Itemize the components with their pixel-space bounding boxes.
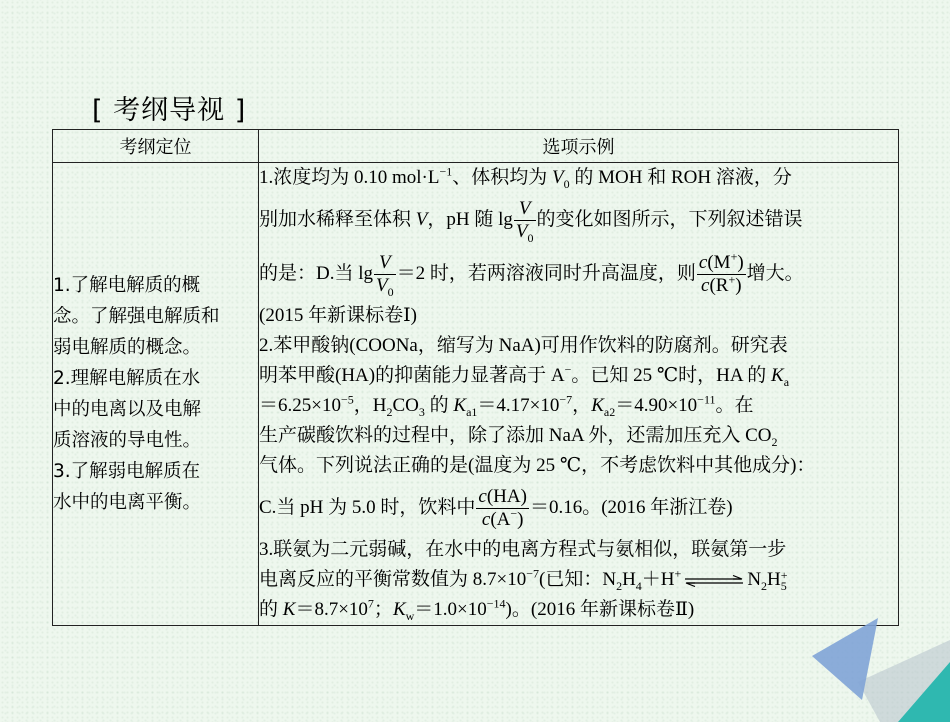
section-heading: [ 考纲导视 ]	[92, 95, 247, 126]
example-2-line-2: 明苯甲酸(HA)的抑菌能力显著高于 A−。已知 25 ℃时，HA 的 $K_a$	[259, 362, 790, 389]
col-header-syllabus: 考纲定位	[53, 130, 259, 163]
syllabus-line: 念。了解强电解质和	[53, 306, 220, 327]
syllabus-line: 3.了解弱电解质在	[53, 461, 201, 482]
syllabus-line: 弱电解质的概念。	[53, 337, 202, 358]
example-3-line-3: 的 $K=8.7\times 10^7$；$K_w=1.0\times 10^{-14}$)。(2016 年新课标卷Ⅱ)	[259, 596, 695, 623]
example-2-line-3: $=6.25\times 10^{-5}$，$H_2CO_3$ 的 $K_{a1}=4.17\times 10^{-7}$，$K_{a2}=4.90\times 10^{-11}$。在	[259, 392, 754, 419]
example-1-line-4: (2015 年新课标卷Ⅰ)	[259, 305, 417, 326]
example-3-line-2: 电离反应的平衡常数值为 $8.7\times 10^{-7}$(已知：$N_2H_4+H^+$ $N_2H$ + 5	[259, 566, 788, 593]
example-2-line-1: 2.苯甲酸钠(COONa，缩写为 NaA)可用作饮料的防腐剂。研究表	[259, 335, 788, 356]
syllabus-line: 中的电离以及电解	[53, 399, 202, 420]
syllabus-line: 水中的电离平衡。	[53, 492, 202, 513]
fraction-v-over-v0: $\frac{V}{V_0}$	[376, 252, 394, 299]
example-2-line-6: C.当 pH 为 5.0 时，饮料中 $\frac{c(HA)}{c(A^-)}$ ＝0.16。(2016 年浙江卷)	[259, 486, 733, 531]
fraction-cm-over-cr: $\frac{c(M^+)}{c(R^+)}$	[698, 249, 744, 297]
syllabus-line: 1.了解电解质的概	[53, 275, 201, 296]
fraction-cha-over-ca: $\frac{c(HA)}{c(A^-)}$	[478, 486, 527, 531]
example-2-line-5: 气体。下列说法正确的是(温度为 25 ℃，不考虑饮料中其他成分)：	[259, 455, 816, 476]
syllabus-line: 质溶液的导电性。	[53, 430, 202, 451]
col-header-examples: 选项示例	[259, 130, 899, 163]
syllabus-line: 2.理解电解质在水	[53, 368, 201, 389]
fraction-v-over-v0: $\frac{V}{V_0}$	[515, 198, 534, 245]
example-1-line-1: 1.浓度均为 0.10 $mol\cdot L^{-1}$、体积均为 $V_0$ 的 MOH 和 ROH 溶液，分	[259, 164, 792, 191]
example-2-line-4: 生产碳酸饮料的过程中，除了添加 NaA 外，还需加压充入 $CO_2$	[259, 425, 778, 449]
example-1-line-3: 的是：D.当 lg $\frac{V}{V_0}$ ＝2 时，若两溶液同时升高温度，则 $\frac{c(M^+)}{c(R^+)}$ 增大。	[259, 249, 804, 299]
example-1-line-2: 别加水稀释至体积 V，pH 随 lg $\frac{V}{V_0}$ 的变化如图所示，下列叙述错误	[259, 198, 803, 245]
example-3-line-1: 3.联氨为二元弱碱，在水中的电离方程式与氨相似，联氨第一步	[259, 539, 787, 560]
